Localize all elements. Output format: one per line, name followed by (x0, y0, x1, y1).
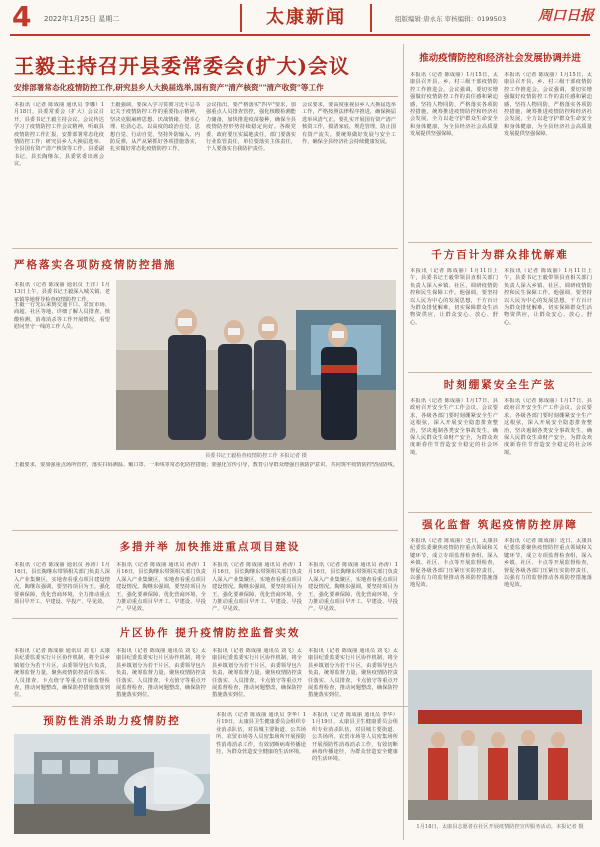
lead-headline: 王毅主持召开县委常委会(扩大)会议 (14, 54, 350, 78)
right-story-1-col-b: 本报讯（记者 陈成丽）1月15日，太康县召开县、乡、村三级干部疫情防控工作推进会。会议强调，要切实增强做好疫情防控工作的责任感和紧迫感，坚持人物同防，严格落实各项防控措施，统筹推进疫情防控和经济社会发展，全力以赴守护群众生命安全和身体健康，为全县经济社会高质量发展提供坚强保障。 (504, 72, 592, 138)
right-divider-3 (408, 512, 592, 513)
feature-body-under: 王毅要求，要加强重点场所管控，落实扫码测温、戴口罩、一米线等常态化防控措施；要强化宣传引导，教育引导群众增强自我防护意识，共同筑牢疫情防控坚固防线。 (14, 462, 398, 468)
right-story-3-col-b: 本报讯（记者 陈成丽）1月17日，县政府召开安全生产工作会议。会议要求，各级各部门要时刻绷紧安全生产这根弦，深入开展安全隐患排查整治，坚决遏制各类安全事故发生，确保人民群众生命财产安全，为群众欢度新春佳节营造安全稳定的社会环境。 (504, 398, 592, 456)
volunteers-photo-caption: 1月18日，太康县志愿者在社区开展疫情防控宣传服务活动。本报记者 摄 (416, 824, 584, 830)
secondary-headline: 多措并举 加快推进重点项目建设 (119, 541, 301, 553)
right-headline-4: 强化监督 筑起疫情防控屏障 (422, 519, 578, 531)
right-headline-1: 推动疫情防控和经济社会发展协调并进 (419, 53, 581, 64)
lead-column-3: 会议指出，要严格落实"四早"要求，加强重点人员排查管控，强化核酸检测能力储备，加快推进疫苗接种，确保全县疫情防控形势持续稳定向好。各级党委、政府要压实属地责任，部门要落实行业监管责任，单位要落实主体责任，个人要落实自我防护责任。 (206, 102, 296, 153)
masthead-rule (10, 34, 590, 36)
secondary-column-3: 本报讯（记者 陈成丽 通讯员 孙涛）1月16日，县长陶继东带领相关部门负责人深入产业集聚区，实地查看重点项目建设情况。陶继东强调，要坚持项目为王，强化要素保障，优化营商环境，全力推动重点项目早开工、早建设、早投产、早见效。 (212, 562, 302, 612)
volunteers-photo (408, 670, 592, 820)
right-story-2-col-b: 本报讯（记者 陈成丽）1月11日上午，县委书记王毅带领县直相关部门负责人深入乡镇、社区，调研疫情防控和民生保障工作。他强调，要坚持以人民为中心的发展思想，千方百计为群众排忧解难，切实保障群众生活物资供应，让群众安心、放心、舒心。 (504, 268, 592, 326)
tertiary-column-1: 本报讯（记者 陈成丽 通讯员 刘飞）太康县纪委监委实行片区协作机制，将全县乡镇划分为若干片区，由委领导包片负责，统筹监督力量，聚焦疫情防控责任落实、人员排查、卡点值守等重点开展监督检查，推动问题整改，确保防控措施落实到位。 (14, 648, 110, 699)
feature-photo (116, 280, 396, 450)
newspaper-logo: 周口日报 (538, 8, 594, 24)
secondary-column-1: 本报讯（记者 陈成丽 通讯员 孙涛）1月16日，县长陶继东带领相关部门负责人深入产业集聚区，实地查看重点项目建设情况。陶继东强调，要坚持项目为王，强化要素保障，优化营商环境，全力推动重点项目早开工、早建设、早投产、早见效。 (14, 562, 110, 606)
right-divider-2 (408, 372, 592, 373)
editor-credit: 组版编辑·唐永东 审核编辑：0199503 (395, 15, 507, 23)
officials-inspection-photo (116, 280, 396, 450)
bottom-column-1: 本报讯（记者 陈成丽 通讯员 李华）1月19日，太康县卫生健康委员会组织专业消杀队伍，对县城主要街道、公共场所、农贸市场等人员密集场所开展预防性消毒消杀工作，有效切断病毒传播途径，为群众营造安全健康的生活环境。 (216, 712, 306, 756)
lead-column-2: 王毅强调，要深入学习贯彻习近平总书记关于疫情防控工作的重要指示精神，坚决克服麻痹思想、厌战情绪、侥幸心理、松劲心态，以高度的政治自觉、思想自觉、行动自觉，坚持外防输入、内防反弹，从严从紧抓好各项措施落实，扎实做好常态化疫情防控工作。 (110, 102, 200, 153)
tertiary-column-4: 本报讯（记者 陈成丽 通讯员 刘飞）太康县纪委监委实行片区协作机制，将全县乡镇划分为若干片区，由委领导包片负责，统筹监督力量，聚焦疫情防控责任落实、人员排查、卡点值守等重点开展监督检查，推动问题整改，确保防控措施落实到位。 (308, 648, 398, 699)
lead-rule (12, 96, 398, 97)
right-headline-2: 千方百计为群众排忧解难 (431, 249, 569, 261)
volunteers-group-photo (408, 670, 592, 820)
secondary-column-4: 本报讯（记者 陈成丽 通讯员 孙涛）1月16日，县长陶继东带领相关部门负责人深入产业集聚区，实地查看重点项目建设情况。陶继东强调，要坚持项目为王，强化要素保障，优化营商环境，全力推动重点项目早开工、早建设、早投产、早见效。 (308, 562, 398, 612)
feature-photo-caption: 县委书记王毅检查疫情防控工作 本报记者 摄 (205, 453, 307, 459)
right-story-4-col-b: 本报讯（记者 陈成丽）近日，太康县纪委监委聚焦疫情防控重点领域和关键环节，成立专项监督检查组，深入乡镇、社区、卡点等开展监督检查，督促各级各部门压紧压实防控责任，以强有力的监督推动各项防控措施落地见效。 (504, 538, 592, 589)
right-story-3-col-a: 本报讯（记者 陈成丽）1月17日，县政府召开安全生产工作会议。会议要求，各级各部门要时刻绷紧安全生产这根弦，深入开展安全隐患排查整治，坚决遏制各类安全事故发生，确保人民群众生命财产安全，为群众欢度新春佳节营造安全稳定的社会环境。 (410, 398, 498, 456)
right-story-1-col-a: 本报讯（记者 陈成丽）1月15日，太康县召开县、乡、村三级干部疫情防控工作推进会。会议强调，要切实增强做好疫情防控工作的责任感和紧迫感，坚持人物同防，严格落实各项防控措施，统筹推进疫情防控和经济社会发展，全力以赴守护群众生命安全和身体健康，为全县经济社会高质量发展提供坚强保障。 (410, 72, 498, 138)
lead-column-1: 本报讯（记者 陈成丽 通讯员 李娜）1月18日，县委常委会（扩大）会议召开，县委书记王毅主持会议。会议传达学习了疫情防控工作会议精神，听取县疫情防控工作汇报，安排部署常态化疫情防控工作；研究县乡人大换届选举、全县国有资产清产核资等工作。县委副书记、县长陶继东，县委常委出席会议。 (14, 102, 104, 168)
secondary-column-2: 本报讯（记者 陈成丽 通讯员 孙涛）1月16日，县长陶继东带领相关部门负责人深入产业集聚区，实地查看重点项目建设情况。陶继东强调，要坚持项目为王，强化要素保障，优化营商环境，全力推动重点项目早开工、早建设、早投产、早见效。 (116, 562, 206, 612)
feature-column-1b: 王毅一行先后来到交通卡口、农贸市场、商超、社区等地，详细了解人员排查、核酸检测、消毒消杀等工作开展情况，看望慰问坚守一线的工作人员。 (14, 302, 110, 331)
section-title: 太康新闻 (240, 4, 372, 32)
tertiary-column-2: 本报讯（记者 陈成丽 通讯员 刘飞）太康县纪委监委实行片区协作机制，将全县乡镇划分为若干片区，由委领导包片负责，统筹监督力量，聚焦疫情防控责任落实、人员排查、卡点值守等重点开展监督检查，推动问题整改，确保防控措施落实到位。 (116, 648, 206, 699)
column-divider (403, 44, 404, 840)
disinfection-photo (14, 734, 210, 834)
secondary-top-rule (12, 530, 398, 531)
feature-column-1: 本报讯（记者 陈成丽 通讯员 王洋）1月13日上午，县委书记王毅深入城关镇、老冢镇等地督导检查疫情防控工作。 (14, 282, 110, 303)
right-headline-3: 时刻绷紧安全生产弦 (443, 379, 557, 391)
feature-top-rule (12, 248, 398, 249)
feature-headline: 严格落实各项防疫情防控措施 (14, 259, 177, 271)
right-divider-1 (408, 242, 592, 243)
right-story-2-col-a: 本报讯（记者 陈成丽）1月11日上午，县委书记王毅带领县直相关部门负责人深入乡镇、社区，调研疫情防控和民生保障工作。他强调，要坚持以人民为中心的发展思想，千方百计为群众排忧解难，切实保障群众生活物资供应，让群众安心、放心、舒心。 (410, 268, 498, 326)
lead-subheadline: 安排部署常态化疫情防控工作,研究县乡人大换届选举,国有资产"清产核资""清产收资"等工作 (14, 83, 324, 92)
lead-column-4: 会议要求，要高度重视县乡人大换届选举工作，严格按照法律程序推进，确保换届选举风清气正。要扎实开展国有资产清产核资工作，摸清家底，规范管理，防止国有资产流失。要统筹做好发展与安全工作，确保全县经济社会持续健康发展。 (302, 102, 396, 146)
tertiary-column-3: 本报讯（记者 陈成丽 通讯员 刘飞）太康县纪委监委实行片区协作机制，将全县乡镇划分为若干片区，由委领导包片负责，统筹监督力量，聚焦疫情防控责任落实、人员排查、卡点值守等重点开展监督检查，推动问题整改，确保防控措施落实到位。 (212, 648, 302, 699)
page-number: 4 (12, 0, 32, 33)
tertiary-top-rule (12, 618, 398, 619)
issue-date: 2022年1月25日 星期二 (44, 15, 120, 23)
right-story-4-col-a: 本报讯（记者 陈成丽）近日，太康县纪委监委聚焦疫情防控重点领域和关键环节，成立专项监督检查组，深入乡镇、社区、卡点等开展监督检查，督促各级各部门压紧压实防控责任，以强有力的监督推动各项防控措施落地见效。 (410, 538, 498, 589)
tertiary-headline: 片区协作 提升疫情防控监督实效 (119, 627, 301, 639)
disinfection-scene-photo (14, 734, 210, 834)
bottom-headline: 预防性消杀助力疫情防控 (43, 715, 181, 727)
bottom-column-2: 本报讯（记者 陈成丽 通讯员 李华）1月19日，太康县卫生健康委员会组织专业消杀队伍，对县城主要街道、公共场所、农贸市场等人员密集场所开展预防性消毒消杀工作，有效切断病毒传播途径，为群众营造安全健康的生活环境。 (312, 712, 398, 763)
